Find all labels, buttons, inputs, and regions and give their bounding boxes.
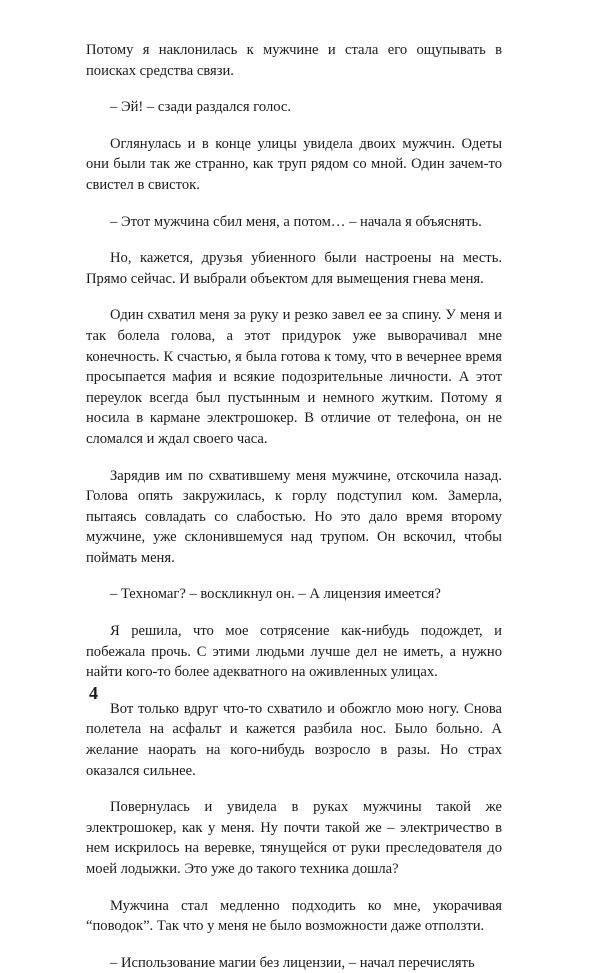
paragraph-2: – Эй! – сзади раздался голос.	[110, 99, 292, 116]
paragraph-13: – Использование магии без лицензии, – начал перечислять	[110, 954, 475, 971]
page-text-block	[86, 40, 502, 973]
paragraph-3: Оглянулась и в конце улицы увидела двоих мужчин. Одеты они были так же странно, как труп рядом со мной. Один зачем-то свистел в свисток.	[86, 135, 502, 193]
paragraph-4: – Этот мужчина сбил меня, а потом… – начала я объяснять.	[110, 213, 482, 230]
paragraph-1: Потому я наклонилась к мужчине и стала его ощупывать в поисках средства связи.	[86, 42, 502, 79]
paragraph-11: Повернулась и увидела в руках мужчины такой же электрошокер, как у меня. Ну почти такой же – электричество в нем искрилось на веревке, тянущейся от руки преследователя до моей лодыжки. Это уже до такого техника дошла?	[86, 799, 502, 877]
paragraph-8: – Техномаг? – воскликнул он. – А лицензия имеется?	[110, 586, 441, 603]
paragraph-10: Вот только вдруг что-то схватило и обожгло мою ногу. Снова полетела на асфальт и кажется разбила нос. Было больно. А желание наорать на кого-нибудь возросло в разы. Но страх оказался сильнее.	[86, 700, 502, 779]
paragraph-7: Зарядив им по схватившему меня мужчине, отскочила назад. Голова опять закружилась, к горлу подступил ком. Замерла, пытаясь совладать со слабостью. Но это дало время второму мужчине, уже склонившемуся над трупом. Он вскочил, чтобы поймать меня.	[86, 467, 502, 566]
paragraph-12: Мужчина стал медленно подходить ко мне, укорачивая “поводок”. Так что у меня не было возможности даже отползти.	[86, 897, 502, 935]
paragraph-5: Но, кажется, друзья убиенного были настроены на месть. Прямо сейчас. И выбрали объектом для вымещения гнева меня.	[86, 250, 502, 287]
paragraph-9: Я решила, что мое сотрясение как-нибудь подождет, и побежала прочь. С этими людьми лучше дел не иметь, а нужно найти кого-то более адекватного на оживленных улицах.	[86, 623, 502, 681]
paragraph-6: Один схватил меня за руку и резко завел ее за спину. У меня и так болела голова, а этот придурок уже выворачивал мне конечность. К счастью, я была готова к тому, что в вечернее время просыпается мафия и всякие подозрительные личности. А этот переулок всегда был пустынным и немного жутким. Потому я носила в кармане электрошокер. В отличие от телефона, он не сломался и ждал своего часа.	[86, 307, 502, 447]
page-number: 4	[89, 683, 98, 703]
